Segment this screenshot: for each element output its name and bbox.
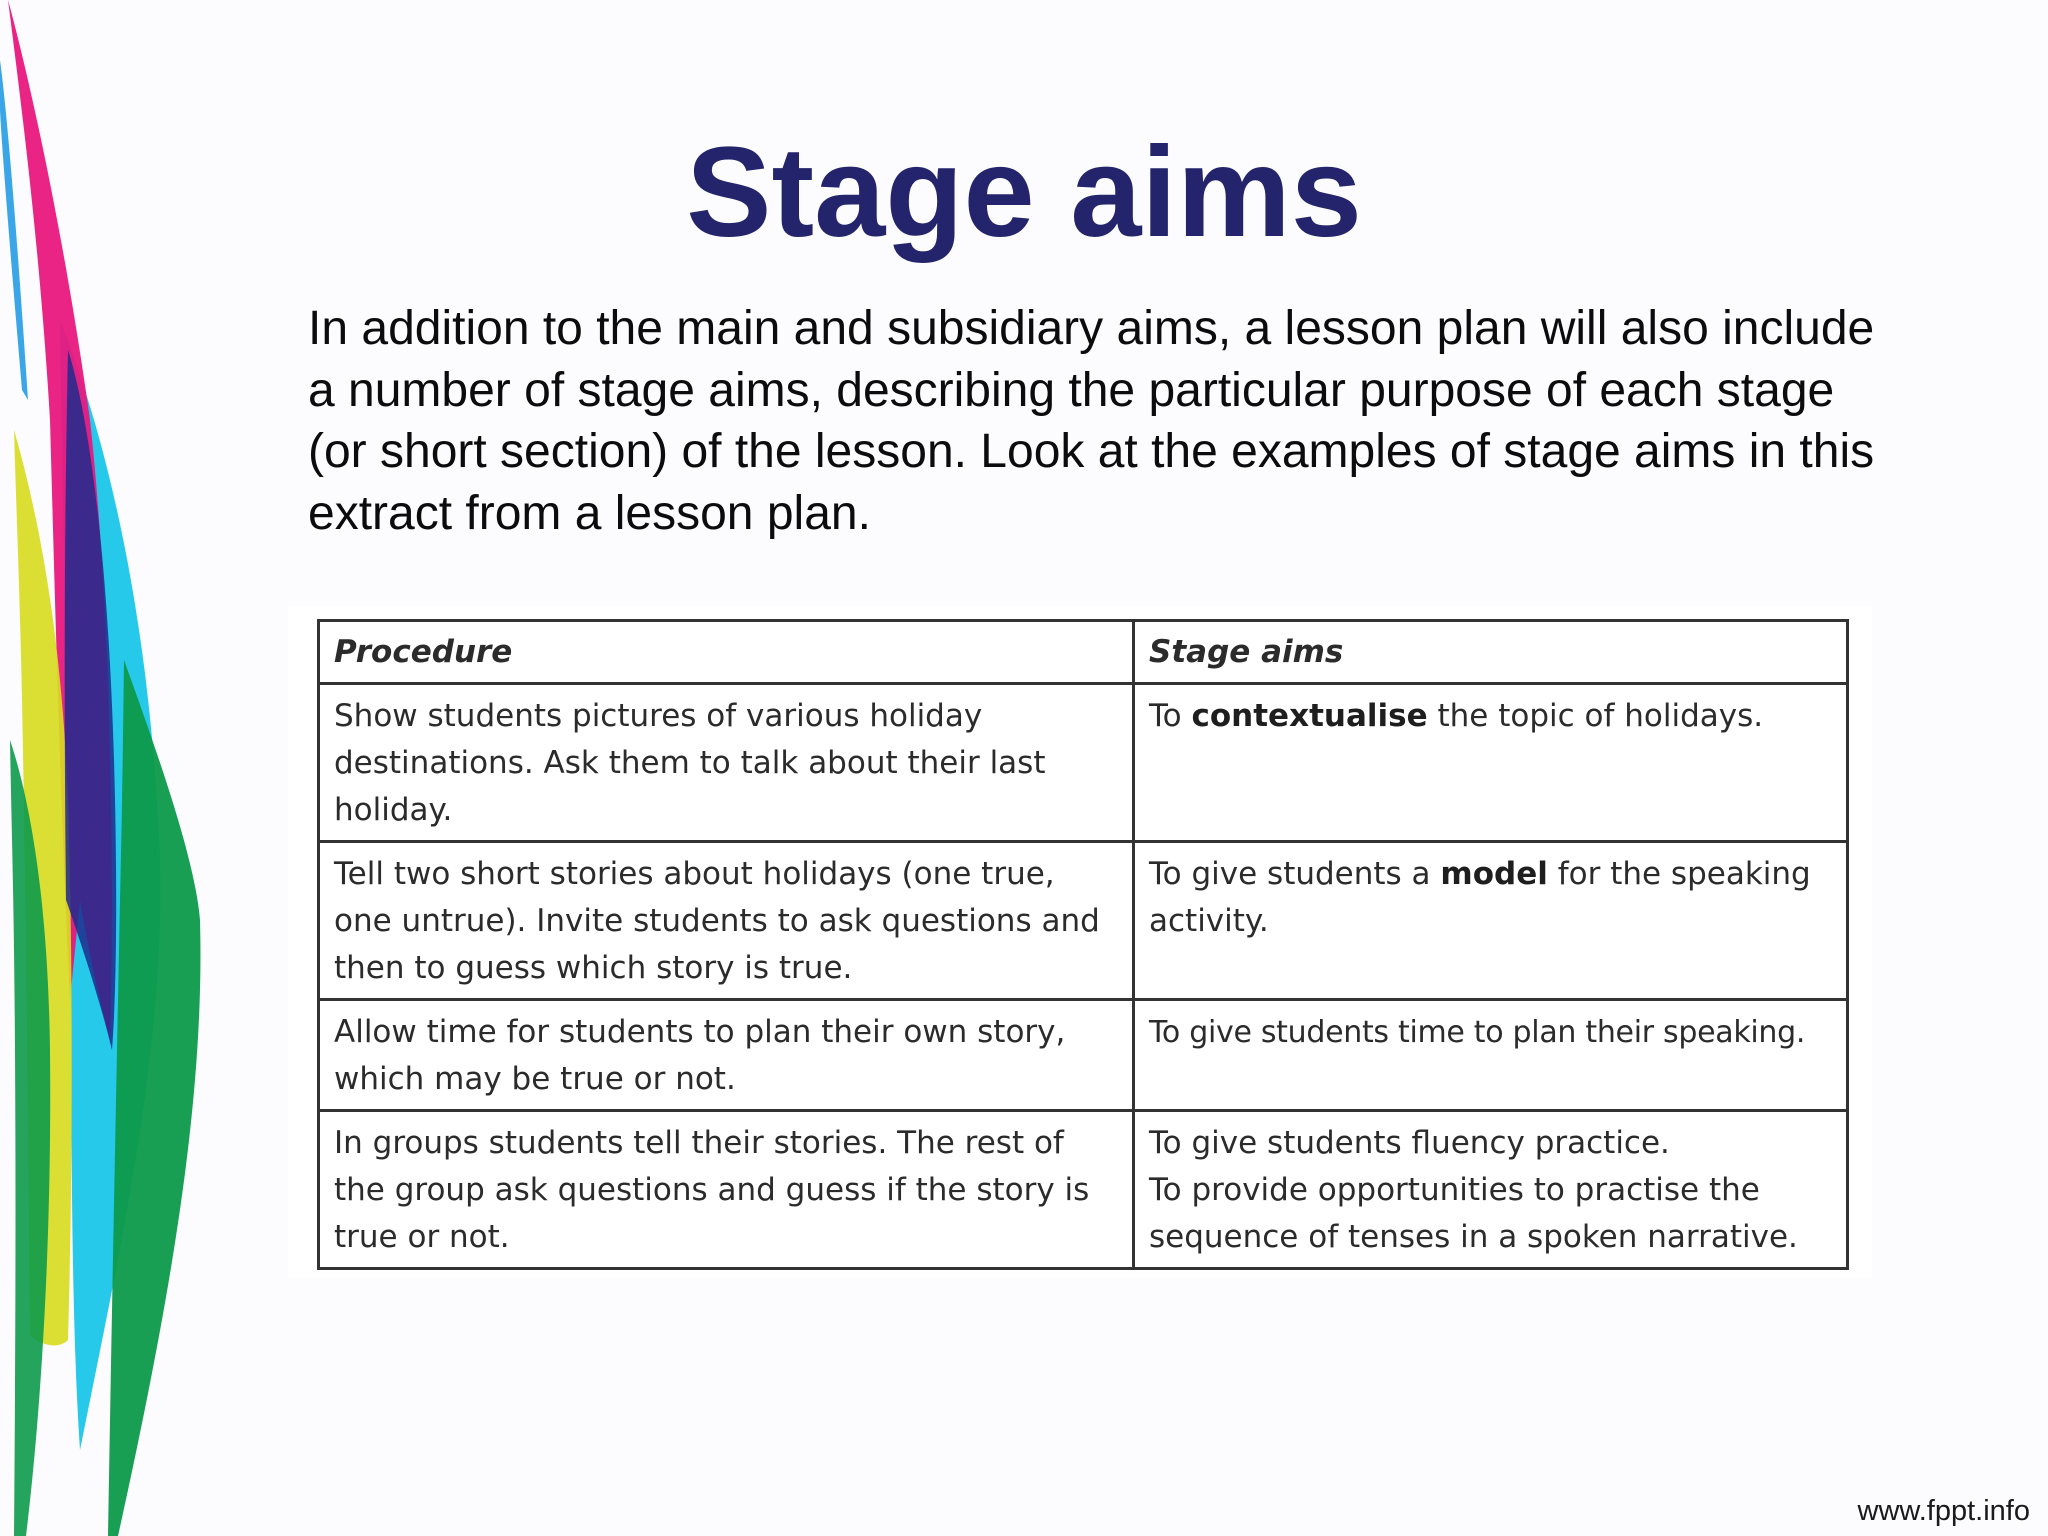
table-row xyxy=(319,842,1848,1000)
table-row xyxy=(319,1111,1848,1269)
aim-text: To give students a xyxy=(1149,856,1441,892)
aim-keyword: model xyxy=(1440,856,1548,892)
procedure-cell: Allow time for students to plan their own story, which may be true or not. xyxy=(319,1000,1134,1111)
procedure-cell: In groups students tell their stories. The rest of the group ask questions and guess if the story is true or not. xyxy=(319,1111,1134,1269)
lesson-plan-extract xyxy=(288,606,1872,1278)
table-header-row xyxy=(319,621,1848,684)
intro-paragraph: In addition to the main and subsidiary aims, a lesson plan will also include a number of stage aims, describing the particular purpose of each stage (or short section) of the lesson. Look at the examples of stage aims in this extract from a lesson plan. xyxy=(308,302,1875,540)
procedure-cell: Tell two short stories about holidays (one true, one untrue). Invite students to ask questions and then to guess which story is true. xyxy=(319,842,1134,1000)
procedure-cell: Show students pictures of various holiday destinations. Ask them to talk about their last holiday. xyxy=(319,684,1134,842)
table-row xyxy=(319,684,1848,842)
stage-aim-cell: To give students time to plan their speaking. xyxy=(1134,1000,1848,1111)
table-row xyxy=(319,1000,1848,1111)
stage-aim-cell xyxy=(1134,1111,1848,1269)
aim-line: To provide opportunities to practise the sequence of tenses in a spoken narrative. xyxy=(1149,1172,1798,1255)
header-stage-aims: Stage aims xyxy=(1134,621,1848,684)
watermark-url: www.fppt.info xyxy=(1857,1495,2030,1527)
stage-aim-cell xyxy=(1134,684,1848,842)
aim-keyword: contextualise xyxy=(1191,698,1428,734)
aim-line: To give students fluency practice. xyxy=(1149,1125,1670,1161)
header-procedure: Procedure xyxy=(319,621,1134,684)
lesson-plan-table xyxy=(317,619,1849,1270)
slide-title: Stage aims xyxy=(686,121,1362,264)
aim-text: the topic of holidays. xyxy=(1427,698,1764,734)
stage-aim-cell xyxy=(1134,842,1848,1000)
aim-text: for the speaking activity. xyxy=(1149,856,1811,939)
aim-text: To xyxy=(1149,698,1192,734)
